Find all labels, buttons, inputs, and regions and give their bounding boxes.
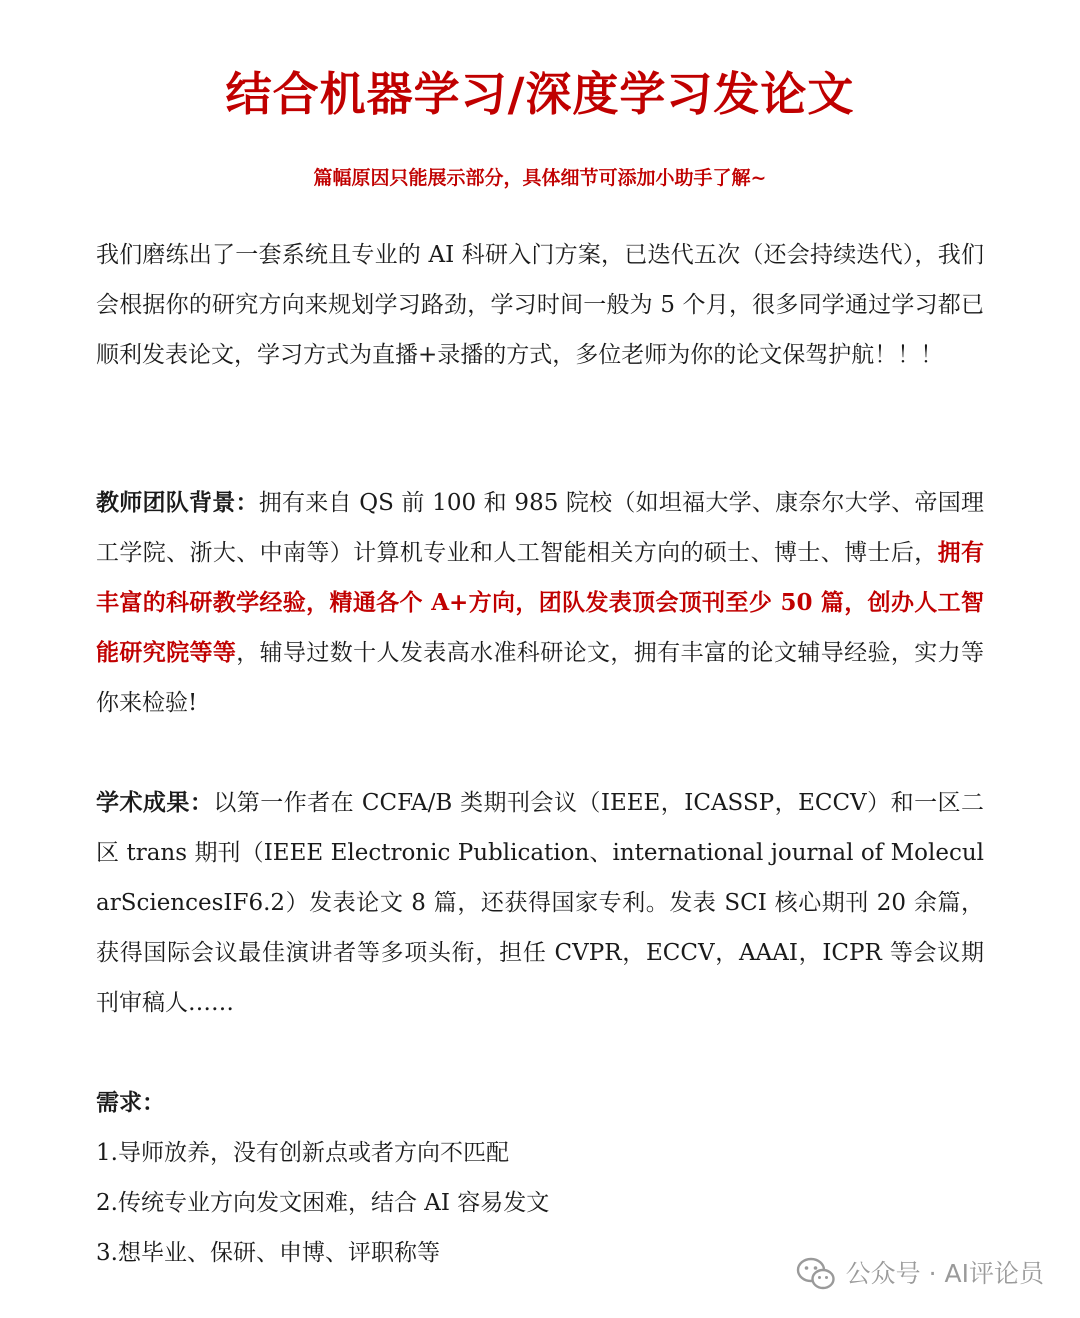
team-paragraph [96,478,984,728]
team-highlight: 拥有丰富的科研教学经验，精通各个 A+方向，团队发表顶会顶刊至少 50 篇，创办人工智能研究院等等 [96,539,985,666]
needs-heading: 需求： [96,1089,165,1116]
watermark-text: 公众号 · AI评论员 [845,1259,1044,1288]
achievements-heading: 学术成果： [96,789,214,816]
needs-item-2: 2.传统专业方向发文困难，结合 AI 容易发文 [96,1190,550,1216]
team-text-end: ，辅导过数十人发表高水准科研论文，拥有丰富的论文辅导经验，实力等你来检验! [96,640,985,716]
needs-list [96,1078,984,1278]
watermark [796,1256,1044,1292]
intro-paragraph: 我们磨练出了一套系统且专业的 AI 科研入门方案，已迭代五次（还会持续迭代），我们会根据你的研究方向来规划学习路劲，学习时间一般为 5 个月，很多同学通过学习都已顺利发表论文，学习方式为直播+录播的方式，多位老师为你的论文保驾护航！！！ [96,242,984,368]
needs-item-3: 3.想毕业、保研、申博、评职称等 [96,1240,440,1266]
achievements-text: 以第一作者在 CCFA/B 类期刊会议（IEEE，ICASSP，ECCV）和一区二区 trans 期刊（IEEE Electronic Publication、international journal of MolecularSciencesIF6.2）发表论文 8 篇，还获得国家专利。发表 SCI 核心期刊 20 余篇，获得国际会议最佳演讲者等多项头衔，担任 CVPR，ECCV，AAAI，ICPR 等会议期刊审稿人…… [96,790,984,1016]
team-heading: 教师团队背景： [96,489,259,516]
wechat-icon [796,1257,836,1291]
needs-item-1: 1.导师放养，没有创新点或者方向不匹配 [96,1140,509,1166]
page-title: 结合机器学习/深度学习发论文 [225,67,855,121]
subtitle: 篇幅原因只能展示部分，具体细节可添加小助手了解~ [313,167,767,189]
achievements-paragraph [96,778,984,1028]
team-text: 拥有来自 QS 前 100 和 985 院校（如坦福大学、康奈尔大学、帝国理工学院、浙大、中南等）计算机专业和人工智能相关方向的硕士、博士、博士后， [96,490,985,566]
